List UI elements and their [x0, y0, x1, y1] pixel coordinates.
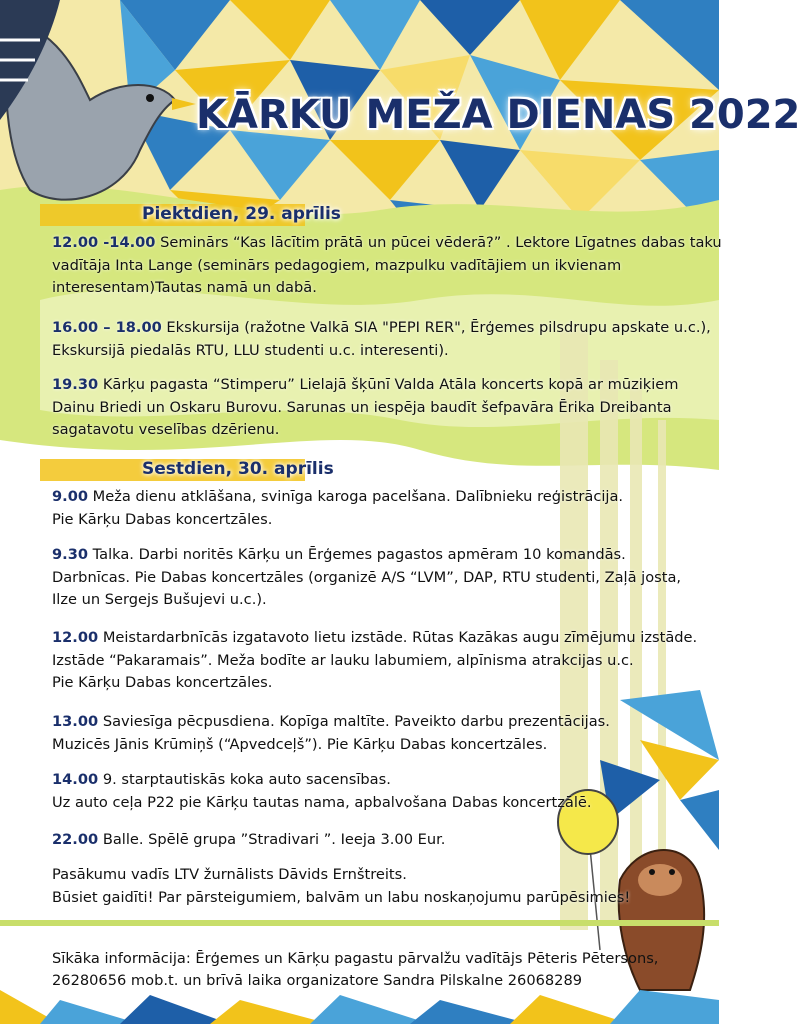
event-time: 9.30: [52, 546, 89, 563]
closing-text: Būsiet gaidīti! Par pārsteigumiem, balvām un labu noskaņojumu parūpēsimies!: [52, 888, 631, 906]
event-text: Seminārs “Kas lācītim prātā un pūcei vēderā?” . Lektore Līgatnes dabas taku: [160, 234, 722, 251]
event-text: 9. starptautiskās koka auto sacensības.: [102, 771, 391, 788]
event-text: Muzicēs Jānis Krūmiņš (“Apvedceļš”). Pie Kārķu Dabas koncertzāles.: [52, 735, 548, 753]
event-text: Dainu Briedi un Oskaru Burovu. Sarunas un iespēja baudīt šefpavāra Ērika Dreibanta: [52, 398, 672, 416]
event-saturday-5: [52, 769, 672, 814]
event-text: sagatavotu veselības dzērienu.: [52, 421, 280, 438]
event-text: Saviesīga pēcpusdiena. Kopīga maltīte. Paveikto darbu prezentācijas.: [102, 713, 610, 730]
event-saturday-1: [52, 486, 672, 531]
event-text: vadītāja Inta Lange (seminārs pedagogiem, mazpulku vadītājiem un ikvienam: [52, 256, 622, 274]
contact-line-2: 26280656 mob.t. un brīvā laika organizatore Sandra Pilskalne 26068289: [52, 972, 583, 989]
event-text: Pie Kārķu Dabas koncertzāles.: [52, 674, 273, 691]
event-time: 19.30: [52, 376, 99, 393]
event-text: Ekskursija (ražotne Valkā SIA "PEPI RER", Ērģemes pilsdrupu apskate u.c.),: [166, 319, 711, 336]
event-time: 16.00 – 18.00: [52, 319, 162, 336]
closing-note: [52, 864, 672, 909]
event-text: Darbnīcas. Pie Dabas koncertzāles (organizē A/S “LVM”, DAP, RTU studenti, Zaļā josta,: [52, 568, 682, 586]
event-saturday-4: [52, 711, 672, 756]
event-text: Meistardarbnīcās izgatavoto lietu izstāde. Rūtas Kazākas augu zīmējumu izstāde.: [102, 629, 698, 646]
event-saturday-2: [52, 544, 682, 612]
event-text: interesentam)Tautas namā un dabā.: [52, 279, 317, 296]
day-heading-saturday: Sestdien, 30. aprīlis: [142, 459, 334, 479]
event-text: Ekskursijā piedalās RTU, LLU studenti u.c. interesenti).: [52, 341, 449, 359]
closing-text: Pasākumu vadīs LTV žurnālists Dāvids Ernštreits.: [52, 866, 407, 883]
event-friday-2: [52, 317, 711, 362]
event-text: Izstāde “Pakaramais”. Meža bodīte ar lauku labumiem, alpīnisma atrakcijas u.c.: [52, 651, 634, 669]
event-text: Meža dienu atklāšana, svinīga karoga pacelšana. Dalībnieku reģistrācija.: [92, 488, 624, 505]
event-time: 13.00: [52, 713, 99, 730]
event-text: Balle. Spēlē grupa ”Stradivari ”. Ieeja 3.00 Eur.: [102, 831, 446, 848]
event-time: 22.00: [52, 831, 99, 848]
event-time: 14.00: [52, 771, 99, 788]
event-text: Ilze un Sergejs Bušujevi u.c.).: [52, 591, 267, 608]
event-friday-1: [52, 232, 722, 300]
event-text: Talka. Darbi noritēs Kārķu un Ērģemes pagastos apmēram 10 komandās.: [92, 546, 626, 563]
event-saturday-6: [52, 829, 672, 852]
contact-info: [52, 948, 692, 992]
event-time: 12.00: [52, 629, 99, 646]
event-time: 12.00 -14.00: [52, 234, 156, 251]
page-title: KĀRKU MEŽA DIENAS 2022: [196, 92, 800, 138]
event-text: Uz auto ceļa P22 pie Kārķu tautas nama, apbalvošana Dabas koncertzālē.: [52, 793, 592, 811]
contact-line-1: Sīkāka informācija: Ērģemes un Kārķu pagastu pārvalžu vadītājs Pēteris Pētersons,: [52, 950, 659, 967]
event-text: Kārķu pagasta “Stimperu” Lielajā šķūnī Valda Atāla koncerts kopā ar mūziķiem: [102, 376, 679, 393]
event-friday-3: [52, 374, 679, 442]
event-text: Pie Kārķu Dabas koncertzāles.: [52, 510, 273, 528]
day-heading-friday: Piektdien, 29. aprīlis: [142, 204, 341, 224]
event-saturday-3: [52, 627, 698, 695]
event-time: 9.00: [52, 488, 89, 505]
